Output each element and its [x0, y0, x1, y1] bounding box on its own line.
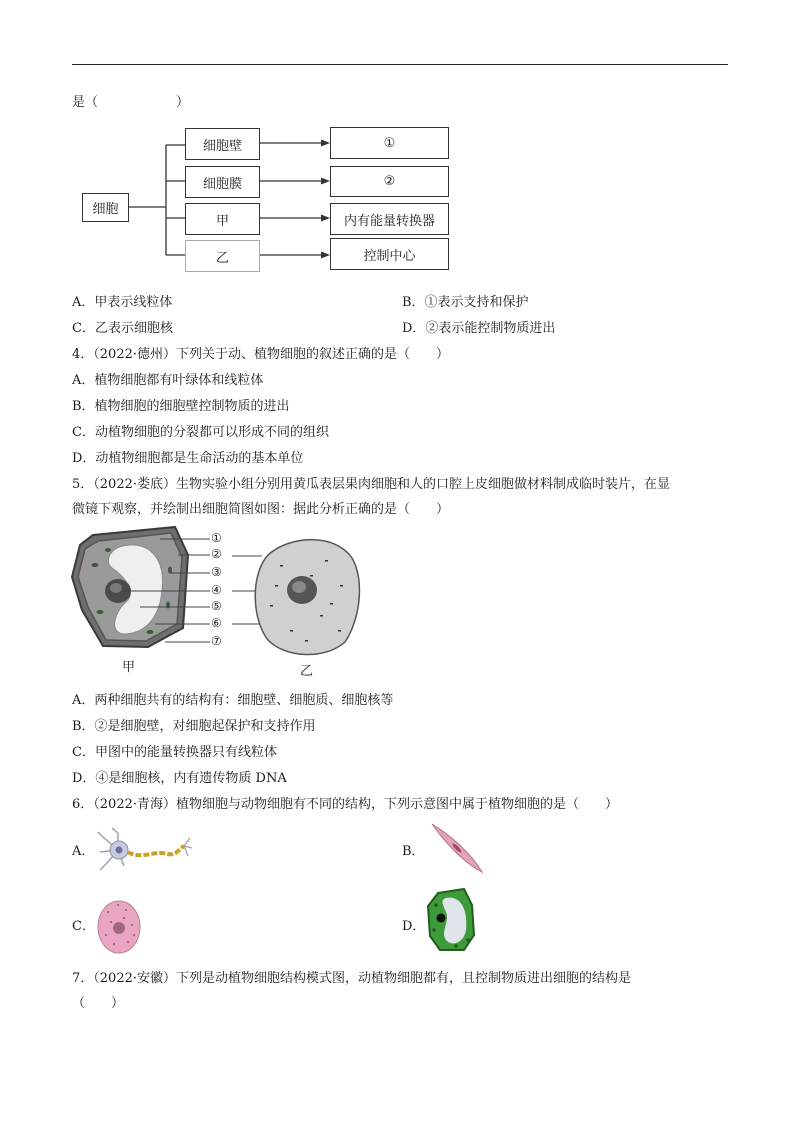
left-box-cell-wall: 细胞壁	[185, 128, 260, 160]
q5-stem-line1: 5．（2022·娄底）生物实验小组分别用黄瓜表层果肉细胞和人的口腔上皮细胞做材料制成临时装片，在显	[72, 477, 670, 492]
q5-option-a: A．两种细胞共有的结构有：细胞壁、细胞质、细胞核等	[72, 693, 394, 708]
fig-label-6: ⑥	[211, 616, 222, 630]
left-box-yi: 乙	[185, 240, 260, 272]
fig-label-1: ①	[211, 531, 222, 545]
q7-stem-line1: 7．（2022·安徽）下列是动植物细胞结构模式图，动植物细胞都有，且控制物质进出细胞的结构是	[72, 971, 631, 986]
neuron-image	[98, 828, 192, 870]
fig-caption-jia: 甲	[122, 660, 136, 675]
fig-label-4: ④	[211, 583, 222, 597]
q6-option-d-letter: D．	[402, 919, 426, 934]
fig-label-2: ②	[211, 547, 222, 561]
left-box-cell-membrane: 细胞膜	[185, 166, 260, 198]
muscle-cell-image	[432, 824, 482, 872]
q4-stem: 4．（2022·德州）下列关于动、植物细胞的叙述正确的是（ ）	[72, 347, 449, 362]
q3-option-b: B．①表示支持和保护	[402, 295, 529, 310]
fig-label-7: ⑦	[211, 634, 222, 648]
left-box-jia: 甲	[185, 203, 260, 235]
q3-option-a: A．甲表示线粒体	[72, 295, 173, 310]
q3-option-d: D．②表示能控制物质进出	[402, 321, 556, 336]
q3-option-c: C．乙表示细胞核	[72, 321, 173, 336]
fig-label-3: ③	[211, 565, 222, 579]
q6-stem: 6．（2022·青海）植物细胞与动物细胞有不同的结构，下列示意图中属于植物细胞的是（ ）	[72, 797, 618, 812]
q4-option-a: A．植物细胞都有叶绿体和线粒体	[72, 373, 264, 388]
plant-cell-image	[428, 889, 474, 950]
root-box-cell: 细胞	[82, 193, 129, 222]
q5-option-b: B．②是细胞壁，对细胞起保护和支持作用	[72, 719, 316, 734]
right-box-1: ①	[330, 127, 449, 159]
right-box-control-center: 控制中心	[330, 238, 449, 270]
q7-stem-line2: （ ）	[72, 996, 125, 1011]
q6-option-a-letter: A．	[72, 844, 95, 859]
q5-option-c: C．甲图中的能量转换器只有线粒体	[72, 745, 277, 760]
q5-option-d: D．④是细胞核，内有遗传物质 DNA	[72, 771, 287, 786]
right-box-2: ②	[330, 166, 449, 197]
q6-option-b-letter: B．	[402, 844, 425, 859]
q5-stem-line2: 微镜下观察，并绘制出细胞简图如图：据此分析正确的是（ ）	[72, 502, 450, 517]
fig-label-5: ⑤	[211, 599, 222, 613]
q4-option-c: C．动植物细胞的分裂都可以形成不同的组织	[72, 425, 329, 440]
animal-cell-image	[98, 901, 140, 953]
fig-caption-yi: 乙	[300, 664, 314, 679]
q4-option-b: B．植物细胞的细胞壁控制物质的进出	[72, 399, 290, 414]
q4-option-d: D．动植物细胞都是生命活动的基本单位	[72, 451, 304, 466]
q3-stem-tail: 是（ ）	[72, 95, 190, 110]
q6-option-c-letter: C．	[72, 919, 95, 934]
right-box-energy-converter: 内有能量转换器	[330, 203, 449, 235]
